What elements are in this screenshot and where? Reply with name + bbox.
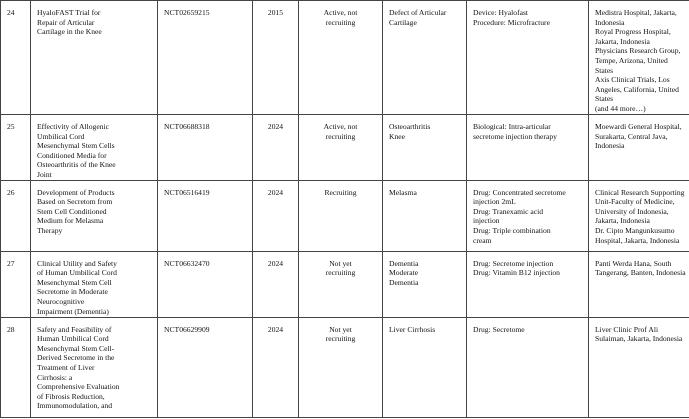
- intervention-cell: [467, 115, 589, 181]
- table-row: [1, 251, 689, 317]
- status-line: recruiting: [325, 334, 356, 344]
- trial-title-line: Effectivity of Allogenic: [37, 122, 109, 131]
- intervention-line: Drug: Secretome injection: [473, 258, 554, 268]
- locations-line: Hospital, Jakarta, Indonesia: [595, 235, 680, 245]
- locations-line: Clinical Research Supporting: [595, 187, 685, 197]
- locations-cell: [589, 1, 689, 115]
- table-row: [1, 180, 689, 251]
- trial-title-line: Stem Cell Conditioned: [37, 206, 107, 216]
- trial-title-line: HyaloFAST Trial for: [37, 8, 101, 17]
- nct-id-cell: [158, 251, 253, 317]
- status-line: Not yet: [329, 258, 352, 268]
- intervention-line: Drug: Tranexamic acid: [473, 206, 544, 216]
- trial-number-cell: [1, 115, 31, 181]
- intervention-line: secretome injection therapy: [473, 131, 557, 141]
- table-row: [1, 115, 689, 181]
- condition-cell: [383, 1, 467, 115]
- trial-title-line: Osteoarthritis of the Knee: [37, 160, 116, 170]
- start-year-cell: [253, 251, 299, 317]
- trial-title-line: Clinical Utility and Safety: [37, 258, 117, 268]
- condition-line: Knee: [389, 131, 406, 141]
- nct-id-cell: [158, 180, 253, 251]
- trial-number-cell: [1, 317, 31, 417]
- start-year-text: 2024: [267, 324, 284, 334]
- nct-id-text: NCT06688318: [164, 122, 210, 131]
- intervention-line: Biological: Intra-articular: [473, 122, 551, 131]
- start-year-cell: [253, 1, 299, 115]
- trial-number-cell: [1, 251, 31, 317]
- status-cell: [299, 1, 383, 115]
- trial-title-line: Secretome in Moderate: [37, 287, 108, 297]
- trial-title-line: Development of Products: [37, 187, 115, 197]
- intervention-line: Procedure: Microfracture: [473, 17, 550, 27]
- status-cell: [299, 115, 383, 181]
- locations-line: Indonesia: [595, 17, 625, 27]
- start-year-text: 2024: [267, 258, 284, 268]
- trial-number-cell: [1, 1, 31, 115]
- intervention-line: Device: Hyalofast: [473, 8, 529, 17]
- status-line: Not yet: [329, 324, 352, 334]
- trial-title-line: Cirrhosis: a: [37, 372, 73, 382]
- start-year-text: 2024: [267, 187, 284, 197]
- status-line: Recruiting: [324, 187, 357, 197]
- trial-number-text: 26: [7, 187, 15, 197]
- trial-title-line: Impairment (Dementia): [37, 306, 109, 316]
- nct-id-text: NCT06632470: [164, 258, 210, 268]
- start-year-cell: [253, 115, 299, 181]
- condition-line: Defect of Articular: [389, 8, 447, 17]
- locations-line: Medistra Hospital, Jakarta,: [595, 8, 677, 17]
- locations-line: Moewardi General Hospital,: [595, 122, 682, 131]
- trial-number-text: 27: [7, 258, 15, 268]
- condition-cell: [383, 180, 467, 251]
- table-row: [1, 1, 689, 115]
- trial-title-line: Medium for Melasma: [37, 216, 104, 226]
- intervention-line: injection 2mL: [473, 197, 516, 207]
- intervention-cell: [467, 180, 589, 251]
- status-cell: [299, 317, 383, 417]
- condition-line: Liver Cirrhosis: [389, 324, 436, 334]
- locations-line: Indonesia: [595, 141, 625, 151]
- locations-line: Panti Werda Hana, South: [595, 258, 672, 268]
- condition-cell: [383, 115, 467, 181]
- nct-id-cell: [158, 317, 253, 417]
- trial-title-line: Neurocognitive: [37, 296, 85, 306]
- locations-line: Surakarta, Central Java,: [595, 131, 668, 141]
- intervention-line: Drug: Concentrated secretome: [473, 187, 566, 197]
- trial-title-cell: [31, 251, 158, 317]
- trial-title-line: of Fibrosis Reduction,: [37, 391, 105, 401]
- intervention-line: injection: [473, 216, 500, 226]
- locations-cell: [589, 180, 689, 251]
- intervention-line: Drug: Secretome: [473, 324, 525, 334]
- trial-title-line: Mesenchymal Stem Cell: [37, 277, 112, 287]
- locations-line: Physicians Research Group,: [595, 46, 681, 56]
- trial-title-line: Comprehensive Evaluation: [37, 382, 120, 392]
- table-row: [1, 317, 689, 417]
- trial-title-cell: [31, 115, 158, 181]
- start-year-cell: [253, 317, 299, 417]
- trial-title-line: Umbilical Cord: [37, 131, 85, 141]
- trial-title-line: Treatment of Liver: [37, 362, 95, 372]
- locations-line: (and 44 more…): [595, 103, 646, 113]
- trial-title-line: Repair of Articular: [37, 17, 95, 27]
- intervention-line: cream: [473, 235, 492, 245]
- trial-title-cell: [31, 317, 158, 417]
- trial-title-line: Immunomodulation, and: [37, 401, 113, 411]
- condition-line: Melasma: [389, 187, 417, 197]
- locations-line: Jakarta, Indonesia: [595, 36, 650, 46]
- trial-title-line: Therapy: [37, 225, 63, 235]
- locations-line: University of Indonesia,: [595, 206, 669, 216]
- locations-cell: [589, 251, 689, 317]
- locations-line: Unit-Faculty of Medicine,: [595, 197, 675, 207]
- locations-cell: [589, 317, 689, 417]
- status-line: recruiting: [325, 268, 356, 278]
- trial-title-line: Conditioned Media for: [37, 150, 107, 160]
- trial-title-cell: [31, 180, 158, 251]
- condition-cell: [383, 251, 467, 317]
- status-line: Active, not: [323, 8, 358, 17]
- status-line: Active, not: [323, 122, 358, 131]
- table-body: [1, 1, 689, 418]
- trial-title-line: Mesenchymal Stem Cells: [37, 141, 115, 151]
- locations-line: Jakarta, Indonesia: [595, 216, 650, 226]
- condition-line: Cartilage: [389, 17, 417, 27]
- status-cell: [299, 180, 383, 251]
- condition-line: Osteoarthritis: [389, 122, 431, 131]
- locations-line: Axis Clinical Trials, Los: [595, 75, 670, 85]
- locations-line: Angeles, California, United: [595, 84, 679, 94]
- intervention-line: Drug: Triple combination: [473, 225, 551, 235]
- locations-line: States: [595, 65, 614, 75]
- locations-line: Liver Clinic Prof Ali: [595, 324, 659, 334]
- nct-id-cell: [158, 1, 253, 115]
- locations-line: Tangerang, Banten, Indonesia: [595, 268, 686, 278]
- locations-line: Dr. Cipto Mangunkusumo: [595, 225, 675, 235]
- nct-id-text: NCT06516419: [164, 187, 210, 197]
- trial-title-line: Joint: [37, 169, 52, 179]
- locations-line: States: [595, 94, 614, 104]
- trial-title-line: Safety and Feasibility of: [37, 324, 112, 334]
- locations-cell: [589, 115, 689, 181]
- trial-title-line: Mesenchymal Stem Cell-: [37, 343, 115, 353]
- trial-number-text: 24: [7, 8, 15, 17]
- trial-number-text: 25: [7, 122, 15, 131]
- trial-title-line: Cartilage in the Knee: [37, 27, 102, 37]
- start-year-text: 2024: [267, 122, 284, 131]
- condition-line: Dementia: [389, 258, 419, 268]
- intervention-line: Drug: Vitamin B12 injection: [473, 268, 560, 278]
- intervention-cell: [467, 1, 589, 115]
- trial-title-line: Human Umbilical Cord: [37, 334, 109, 344]
- condition-line: Dementia: [389, 277, 419, 287]
- start-year-text: 2015: [267, 8, 284, 17]
- status-line: recruiting: [325, 131, 356, 141]
- start-year-cell: [253, 180, 299, 251]
- trial-number-text: 28: [7, 324, 15, 334]
- status-line: recruiting: [325, 17, 356, 27]
- nct-id-cell: [158, 115, 253, 181]
- intervention-cell: [467, 317, 589, 417]
- condition-cell: [383, 317, 467, 417]
- locations-line: Tempe, Arizona, United: [595, 55, 668, 65]
- trial-title-line: Derived Secretome in the: [37, 353, 115, 363]
- nct-id-text: NCT02659215: [164, 8, 210, 17]
- nct-id-text: NCT06629909: [164, 324, 210, 334]
- trial-title-cell: [31, 1, 158, 115]
- locations-line: Sulaiman, Jakarta, Indonesia: [595, 334, 683, 344]
- condition-line: Moderate: [389, 268, 419, 278]
- intervention-cell: [467, 251, 589, 317]
- trial-title-line: Based on Secretom from: [37, 197, 113, 207]
- trial-title-line: of Human Umbilical Cord: [37, 268, 117, 278]
- trial-number-cell: [1, 180, 31, 251]
- locations-line: Royal Progress Hospital,: [595, 27, 671, 37]
- status-cell: [299, 251, 383, 317]
